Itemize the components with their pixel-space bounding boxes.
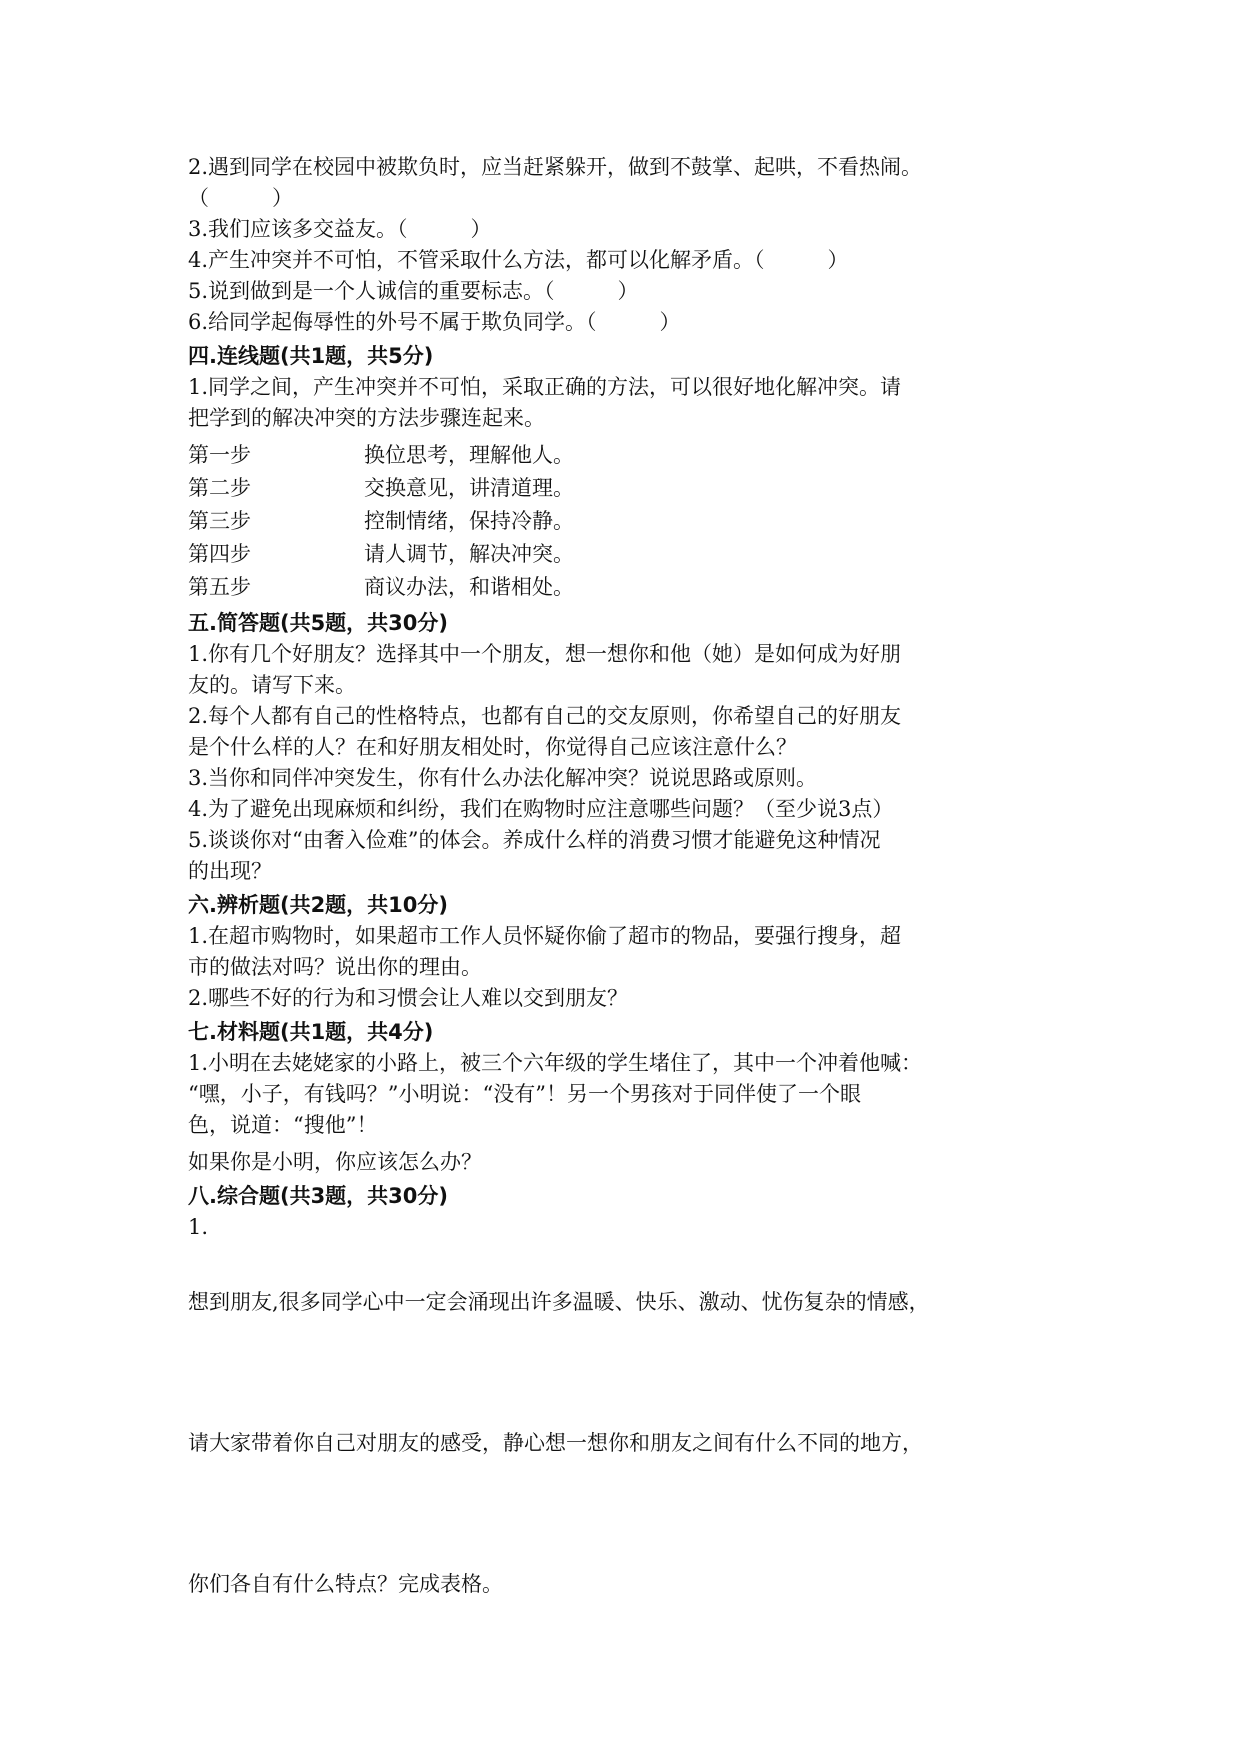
short-answer-question-1: 友的。请写下来。 (188, 673, 356, 697)
analysis-question-1: 1.在超市购物时，如果超市工作人员怀疑你偷了超市的物品，要强行搜身，超 (188, 924, 902, 948)
judge-question-4: 4.产生冲突并不可怕，不管采取什么方法，都可以化解矛盾。（ ） (188, 248, 849, 272)
matching-row (188, 473, 1068, 506)
analysis-question-1: 市的做法对吗？说出你的理由。 (188, 955, 482, 979)
short-answer-question-5: 的出现？ (188, 859, 272, 883)
material-text: 色，说道：“搜他”！ (188, 1113, 378, 1137)
matching-row (188, 539, 1068, 572)
question-text: 2.遇到同学在校园中被欺负时，应当赶紧躲开，做到不鼓掌、起哄，不看热闹。 (188, 155, 923, 179)
section-heading-analysis: 六.辨析题(共2题，共10分) (188, 893, 449, 917)
step-label: 第五步 (188, 575, 251, 599)
judge-question-5: 5.说到做到是一个人诚信的重要标志。（ ） (188, 279, 639, 303)
short-answer-question-4: 4.为了避免出现麻烦和纠纷，我们在购物时应注意哪些问题？（至少说3点） (188, 797, 894, 821)
step-method: 控制情绪，保持冷静。 (364, 509, 574, 533)
step-label: 第三步 (188, 509, 251, 533)
section-heading-comprehensive: 八.综合题(共3题，共30分) (188, 1184, 449, 1208)
section-heading-short-answer: 五.简答题(共5题，共30分) (188, 611, 449, 635)
material-question: 如果你是小明，你应该怎么办？ (188, 1150, 482, 1174)
step-method: 交换意见，讲清道理。 (364, 476, 574, 500)
short-answer-question-5: 5.谈谈你对“由奢入俭难”的体会。养成什么样的消费习惯才能避免这种情况 (188, 828, 881, 852)
material-text: “嘿，小子，有钱吗？”小明说：“没有”！另一个男孩对于同伴使了一个眼 (188, 1082, 861, 1106)
short-answer-question-1: 1.你有几个好朋友？选择其中一个朋友，想一想你和他（她）是如何成为好朋 (188, 642, 902, 666)
judge-question-2 (188, 152, 1068, 214)
step-label: 第四步 (188, 542, 251, 566)
material-text: 1.小明在去姥姥家的小路上，被三个六年级的学生堵住了，其中一个冲着他喊： (188, 1051, 923, 1075)
matching-row (188, 440, 1068, 473)
comprehensive-question-number: 1. (188, 1215, 209, 1239)
matching-row (188, 572, 1068, 605)
step-method: 请人调节，解决冲突。 (364, 542, 574, 566)
short-answer-question-2: 2.每个人都有自己的性格特点，也都有自己的交友原则，你希望自己的好朋友 (188, 704, 902, 728)
comprehensive-paragraph-3: 你们各自有什么特点？完成表格。 (188, 1572, 503, 1596)
step-method: 商议办法，和谐相处。 (364, 575, 574, 599)
short-answer-question-3: 3.当你和同伴冲突发生，你有什么办法化解冲突？说说思路或原则。 (188, 766, 818, 790)
comprehensive-paragraph-1: 想到朋友,很多同学心中一定会涌现出许多温暖、快乐、激动、忧伤复杂的情感， (188, 1290, 930, 1314)
judge-question-6: 6.给同学起侮辱性的外号不属于欺负同学。（ ） (188, 310, 681, 334)
step-method: 换位思考，理解他人。 (364, 443, 574, 467)
answer-paren: （ ） (188, 186, 293, 210)
matching-row (188, 506, 1068, 539)
step-label: 第二步 (188, 476, 251, 500)
judge-question-3: 3.我们应该多交益友。（ ） (188, 217, 492, 241)
matching-question-line: 把学到的解决冲突的方法步骤连起来。 (188, 406, 545, 430)
section-heading-matching: 四.连线题(共1题，共5分) (188, 344, 434, 368)
section-heading-material: 七.材料题(共1题，共4分) (188, 1020, 434, 1044)
analysis-question-2: 2.哪些不好的行为和习惯会让人难以交到朋友？ (188, 986, 629, 1010)
matching-question-line: 1.同学之间，产生冲突并不可怕，采取正确的方法，可以很好地化解冲突。请 (188, 375, 902, 399)
step-label: 第一步 (188, 443, 251, 467)
exam-page (188, 152, 1068, 1600)
comprehensive-paragraph-2: 请大家带着你自己对朋友的感受，静心想一想你和朋友之间有什么不同的地方， (188, 1431, 923, 1455)
short-answer-question-2: 是个什么样的人？在和好朋友相处时，你觉得自己应该注意什么？ (188, 735, 797, 759)
